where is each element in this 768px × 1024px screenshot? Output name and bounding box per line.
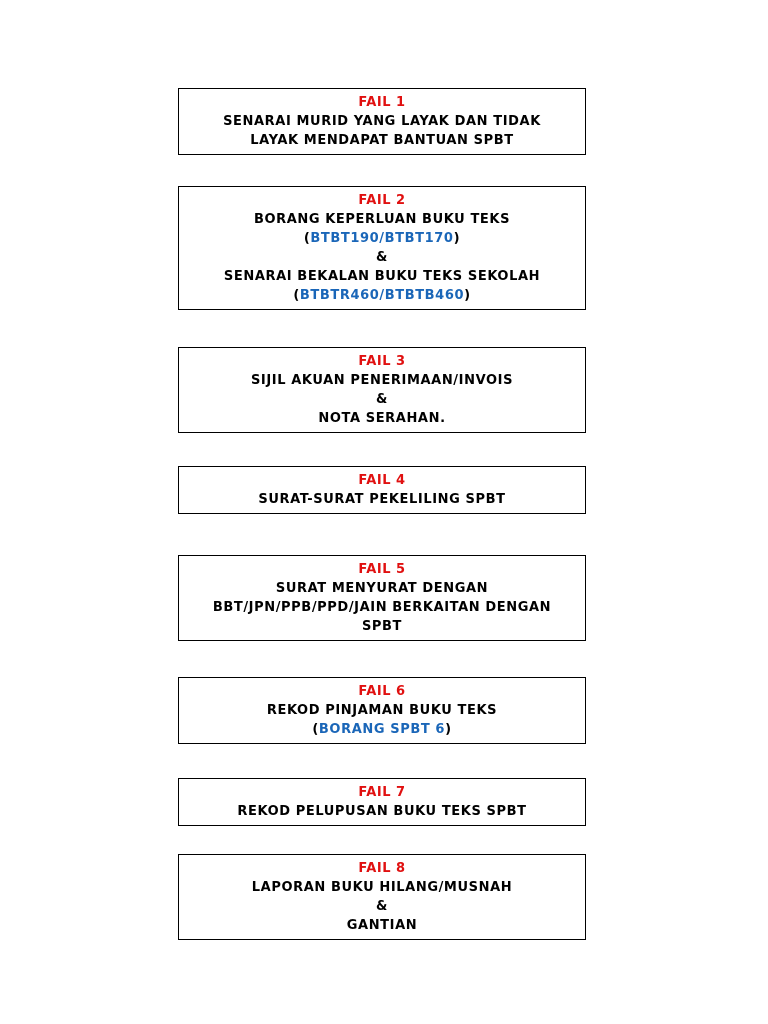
file-description-line: LAYAK MENDAPAT BANTUAN SPBT	[250, 133, 514, 148]
file-description-line: SIJIL AKUAN PENERIMAAN/INVOIS	[250, 373, 514, 388]
file-description-line: NOTA SERAHAN.	[318, 411, 446, 426]
file-box-8	[178, 854, 586, 940]
ampersand: &	[376, 392, 388, 407]
file-description-line: REKOD PINJAMAN BUKU TEKS	[266, 703, 498, 718]
ampersand: &	[376, 250, 388, 265]
file-title: FAIL 4	[358, 473, 406, 488]
file-description-line: SPBT	[361, 619, 403, 634]
file-box-2	[178, 186, 586, 310]
form-code-line: (BTBT190/BTBT170)	[303, 231, 461, 246]
file-box-5	[178, 555, 586, 641]
file-title: FAIL 1	[358, 95, 406, 110]
file-description-line: LAPORAN BUKU HILANG/MUSNAH	[251, 880, 513, 895]
form-code: BORANG SPBT 6	[318, 722, 446, 737]
file-description-line: SURAT MENYURAT DENGAN	[275, 581, 489, 596]
file-title: FAIL 2	[358, 193, 406, 208]
form-code-line: (BORANG SPBT 6)	[312, 722, 452, 737]
file-description-line: BBT/JPN/PPB/PPD/JAIN BERKAITAN DENGAN	[212, 600, 552, 615]
file-box-1	[178, 88, 586, 155]
file-title: FAIL 3	[358, 354, 406, 369]
form-code: BTBTR460/BTBTB460	[299, 288, 465, 303]
file-description-line: SENARAI MURID YANG LAYAK DAN TIDAK	[223, 114, 541, 129]
file-description-line: SURAT-SURAT PEKELILING SPBT	[258, 492, 506, 507]
form-code: BTBT190/BTBT170	[310, 231, 454, 246]
file-description-line: SENARAI BEKALAN BUKU TEKS SEKOLAH	[223, 269, 541, 284]
file-title: FAIL 8	[358, 861, 406, 876]
file-description-line: REKOD PELUPUSAN BUKU TEKS SPBT	[237, 804, 527, 819]
file-title: FAIL 6	[358, 684, 406, 699]
file-description-line: BORANG KEPERLUAN BUKU TEKS	[253, 212, 511, 227]
file-title: FAIL 5	[358, 562, 406, 577]
file-title: FAIL 7	[358, 785, 406, 800]
file-description-line: GANTIAN	[346, 918, 418, 933]
file-box-7	[178, 778, 586, 826]
form-code-line: (BTBTR460/BTBTB460)	[293, 288, 471, 303]
file-box-6	[178, 677, 586, 744]
ampersand: &	[376, 899, 388, 914]
file-box-4	[178, 466, 586, 514]
file-box-3	[178, 347, 586, 433]
